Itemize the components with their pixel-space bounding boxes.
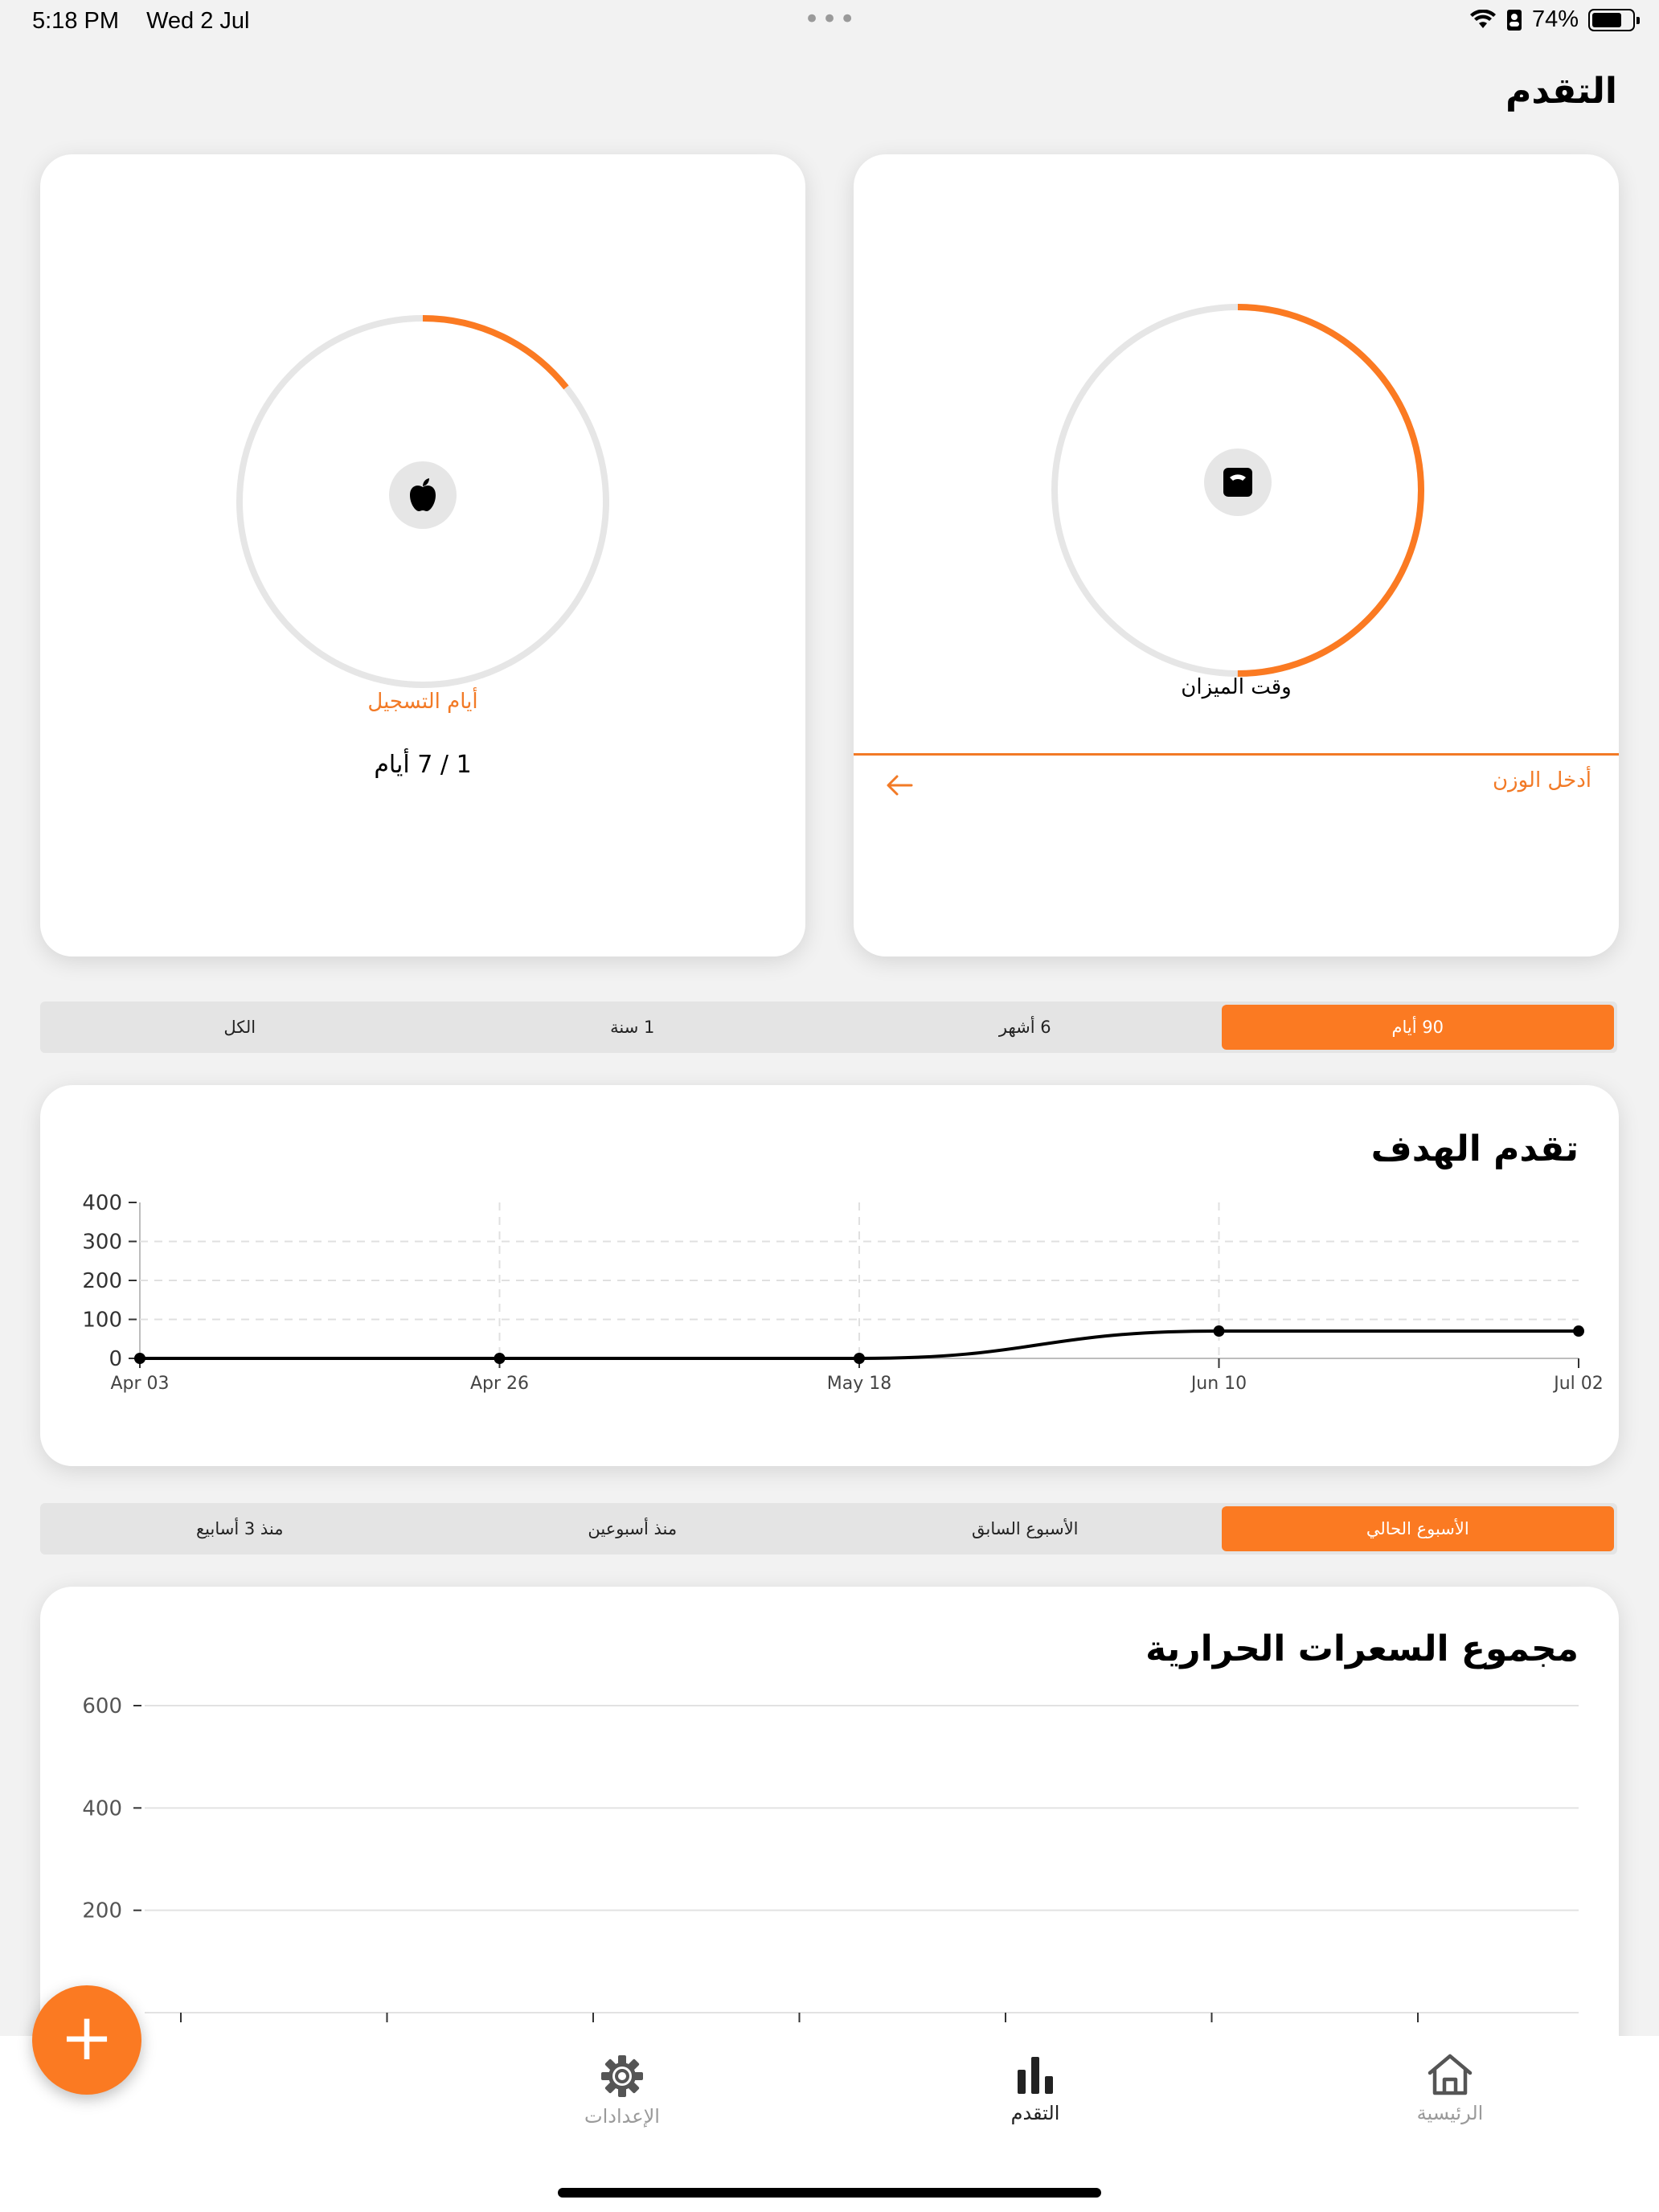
- goal-y-tick-label: 400: [82, 1191, 122, 1215]
- tab-progress-label: التقدم: [1010, 2102, 1060, 2124]
- battery-percent: 74%: [1531, 6, 1579, 32]
- goal-x-tick-label: Jun 10: [1190, 1374, 1247, 1394]
- goal-y-tick-label: 100: [82, 1308, 122, 1333]
- range-tab-all[interactable]: الكل: [223, 1018, 256, 1037]
- tab-settings-label: الإعدادات: [584, 2105, 660, 2128]
- battery-icon: [1588, 9, 1635, 31]
- weigh-divider: [854, 753, 1619, 756]
- home-indicator: [558, 2188, 1101, 2198]
- goal-chart: [40, 1085, 1619, 1466]
- goal-data-point: [134, 1353, 145, 1364]
- week-tab-previous[interactable]: الأسبوع السابق: [971, 1519, 1079, 1538]
- apple-icon: [407, 477, 439, 513]
- goal-y-tick-label: 0: [109, 1347, 122, 1371]
- arrow-left-icon[interactable]: [884, 772, 916, 799]
- goal-data-point: [854, 1353, 865, 1364]
- home-icon: [1425, 2052, 1475, 2097]
- week-tab-three-weeks-ago[interactable]: منذ 3 أسابيع: [195, 1519, 284, 1538]
- week-segmented-control: [40, 1503, 1617, 1555]
- goal-x-tick-label: Jul 02: [1554, 1374, 1604, 1394]
- chart-bars-icon: [1013, 2052, 1058, 2097]
- range-tab-1-year[interactable]: 1 سنة: [610, 1018, 655, 1037]
- calories-chart: [40, 1587, 1619, 2101]
- calories-chart-title: مجموع السعرات الحرارية: [1145, 1628, 1579, 1669]
- tab-progress[interactable]: [939, 2052, 1132, 2124]
- goal-x-tick-label: Apr 03: [110, 1374, 170, 1394]
- status-right: [1469, 6, 1635, 33]
- status-time: [32, 8, 249, 35]
- multitask-dots[interactable]: •••: [804, 3, 858, 35]
- weigh-time-card[interactable]: [854, 154, 1619, 956]
- calories-y-tick-label: 400: [82, 1796, 122, 1821]
- tab-settings[interactable]: [526, 2052, 719, 2128]
- goal-y-tick-label: 300: [82, 1230, 122, 1255]
- scale-icon-bubble: [1204, 449, 1272, 516]
- goal-data-point: [1214, 1325, 1225, 1337]
- week-tab-two-weeks-ago[interactable]: منذ أسبوعين: [588, 1519, 678, 1538]
- wifi-icon: [1469, 10, 1497, 31]
- logging-days-card[interactable]: [40, 154, 805, 956]
- contact-icon: [1506, 9, 1522, 31]
- goal-x-tick-label: May 18: [826, 1374, 892, 1394]
- week-tab-current[interactable]: الأسبوع الحالي: [1222, 1506, 1615, 1551]
- status-clock: 5:18 PM: [32, 8, 119, 34]
- range-tab-6-months[interactable]: 6 أشهر: [998, 1018, 1051, 1037]
- weigh-time-label: وقت الميزان: [1181, 675, 1292, 699]
- add-button[interactable]: [32, 1985, 141, 2095]
- apple-icon-bubble: [389, 461, 457, 529]
- goal-x-tick-label: Apr 26: [469, 1374, 530, 1394]
- goal-data-point: [494, 1353, 506, 1364]
- logging-days-value: 1 / 7 أيام: [374, 751, 472, 779]
- gear-icon: [598, 2052, 646, 2100]
- calories-y-tick-label: 600: [82, 1694, 122, 1718]
- goal-chart-title: تقدم الهدف: [1370, 1129, 1579, 1169]
- scale-icon: [1222, 466, 1254, 498]
- calories-card: [40, 1587, 1619, 2101]
- goal-progress-card: [40, 1085, 1619, 1466]
- tab-home-label: الرئيسية: [1416, 2102, 1484, 2124]
- page-title: التقدم: [1505, 71, 1617, 112]
- tab-bar: [0, 2036, 1659, 2212]
- logging-days-label: أيام التسجيل: [367, 690, 478, 714]
- tab-home[interactable]: [1354, 2052, 1546, 2124]
- range-tab-90-days[interactable]: 90 أيام: [1222, 1005, 1615, 1050]
- battery-level: [1592, 13, 1621, 27]
- enter-weight-link[interactable]: أدخل الوزن: [1492, 768, 1591, 793]
- status-date: Wed 2 Jul: [146, 8, 250, 34]
- goal-data-point: [1573, 1325, 1584, 1337]
- plus-icon: +: [59, 2000, 114, 2075]
- calories-y-tick-label: 200: [82, 1899, 122, 1923]
- goal-y-tick-label: 200: [82, 1269, 122, 1293]
- range-segmented-control: [40, 1002, 1617, 1053]
